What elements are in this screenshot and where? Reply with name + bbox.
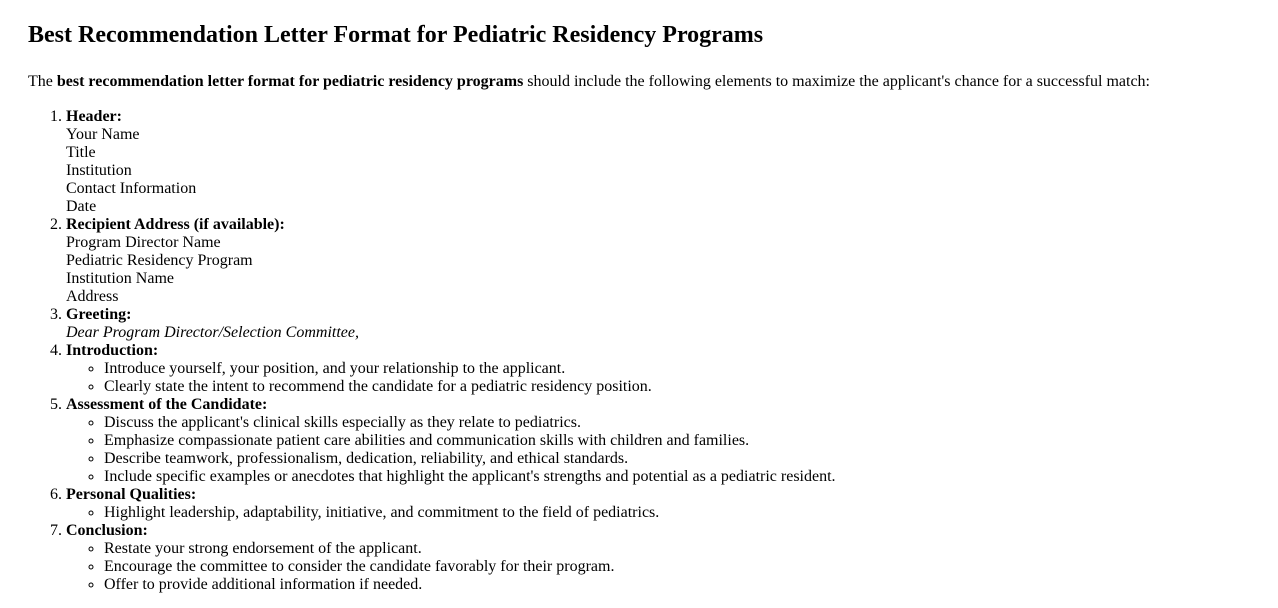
intro-text-suffix: should include the following elements to maximize the applicant's chance for a successful match: <box>523 73 1150 90</box>
list-item-personal-qualities <box>66 486 1250 522</box>
introduction-bullets <box>66 360 1250 396</box>
section-title-conclusion: Conclusion: <box>66 522 148 539</box>
header-line: Contact Information <box>66 180 197 197</box>
recipient-line: Program Director Name <box>66 234 221 251</box>
section-title-assessment: Assessment of the Candidate: <box>66 396 268 413</box>
bullet-item: ◦ Include specific examples or anecdotes that highlight the applicant's strengths and potential as a pediatric resident. <box>104 468 1250 486</box>
recipient-line: Pediatric Residency Program <box>66 252 253 269</box>
recipient-line: Address <box>66 288 119 305</box>
bullet-item: ◦ Describe teamwork, professionalism, dedication, reliability, and ethical standards. <box>104 450 1250 468</box>
header-line: Title <box>66 144 96 161</box>
bullet-item: ◦ Introduce yourself, your position, and your relationship to the applicant. <box>104 360 1250 378</box>
header-line: Your Name <box>66 126 140 143</box>
page-title: Best Recommendation Letter Format for Pediatric Residency Programs <box>28 22 764 48</box>
bullet-item: ◦ Discuss the applicant's clinical skills especially as they relate to pediatrics. <box>104 414 1250 432</box>
section-title-greeting: Greeting: <box>66 306 132 323</box>
bullet-item: ◦ Encourage the committee to consider the candidate favorably for their program. <box>104 558 1250 576</box>
header-line: Date <box>66 198 97 215</box>
list-item-header <box>66 108 1250 216</box>
recipient-line: Institution Name <box>66 270 174 287</box>
section-title-introduction: Introduction: <box>66 342 159 359</box>
list-item-introduction <box>66 342 1250 396</box>
section-title-personal-qualities: Personal Qualities: <box>66 486 197 503</box>
header-line: Institution <box>66 162 132 179</box>
bullet-item: ◦ Restate your strong endorsement of the applicant. <box>104 540 1250 558</box>
personal-qualities-bullets <box>66 504 1250 522</box>
list-item-recipient-address <box>66 216 1250 306</box>
list-item-conclusion <box>66 522 1250 594</box>
bullet-item: ◦ Clearly state the intent to recommend the candidate for a pediatric residency position. <box>104 378 1250 396</box>
bullet-item: ◦ Emphasize compassionate patient care abilities and communication skills with children and families. <box>104 432 1250 450</box>
list-item-greeting <box>66 306 1250 342</box>
section-title-recipient-address: Recipient Address (if available): <box>66 216 285 233</box>
document-page <box>0 22 1278 594</box>
greeting-line: Dear Program Director/Selection Committee, <box>66 324 359 341</box>
list-item-assessment <box>66 396 1250 486</box>
format-elements-list <box>28 108 1250 594</box>
assessment-bullets <box>66 414 1250 486</box>
intro-text-prefix: The <box>28 73 57 90</box>
intro-bold-phrase: best recommendation letter format for pediatric residency programs <box>56 73 524 90</box>
intro-paragraph <box>28 73 1250 91</box>
bullet-item: ◦ Offer to provide additional information if needed. <box>104 576 1250 594</box>
bullet-item: ◦ Highlight leadership, adaptability, initiative, and commitment to the field of pediatrics. <box>104 504 1250 522</box>
section-title-header: Header: <box>66 108 122 125</box>
